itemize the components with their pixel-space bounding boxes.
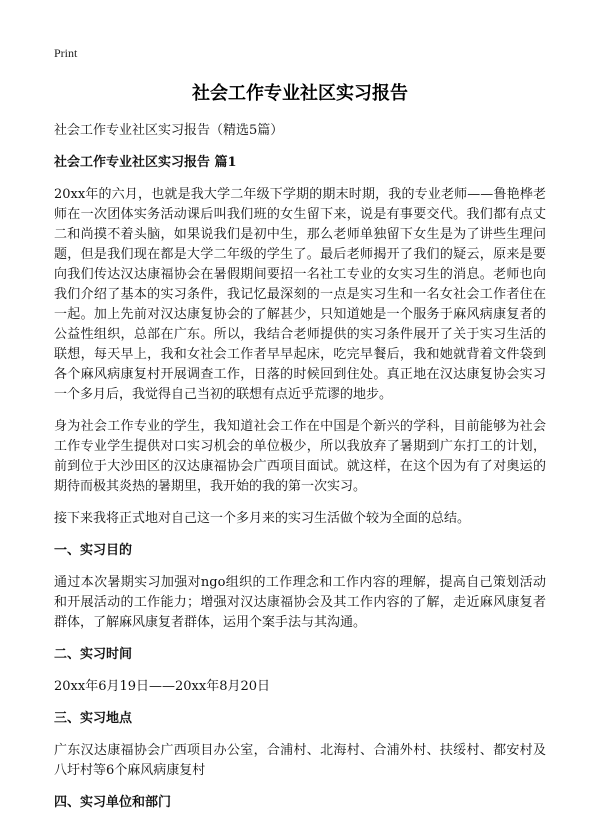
intro-paragraph-2: 身为社会工作专业的学生，我知道社会工作在中国是个新兴的学科，目前能够为社会工作专业学生提供对口实习机会的单位极少，所以我放弃了暑期到广东打工的计划，前到位于大沙田区的汉达康福协会广西项目面试。就这样，在这个因为有了对奥运的期待而极其炎热的暑期里，我开始的我的第一次实习。 — [54, 419, 546, 494]
intro-paragraph-3: 接下来我将正式地对自己这一个多月来的实习生活做个较为全面的总结。 — [54, 511, 471, 526]
section-heading-unit: 四、实习单位和部门 — [54, 795, 172, 810]
section-text-location: 广东汉达康福协会广西项目办公室，合浦村、北海村、合浦外村、扶绥村、都安村及八圩村等6个麻风病康复村 — [54, 743, 546, 778]
document-subtitle: 社会工作专业社区实习报告（精选5篇） — [54, 123, 284, 138]
section-heading-time: 二、实习时间 — [54, 647, 133, 662]
page-title: 社会工作专业社区实习报告 — [192, 83, 408, 104]
intro-paragraph-1: 20xx年的六月，也就是我大学二年级下学期的期末时期，我的专业老师——鲁艳桦老师在一次团体实务活动课后叫我们班的女生留下来，说是有事要交代。我们都有点丈二和尚摸不着头脑，如果说我们是初中生，那么老师单独留下女生是为了讲些生理问题，但是我们现在都是大学二年级的学生了。最后老师揭开了我们的疑云，原来是要向我们传达汉达康福协会在暑假期间要招一名社工专业的女实习生的消息。老师也向我们介绍了基本的实习条件，我记忆最深刻的一点是实习生和一名女社会工作者住在一起。加上先前对汉达康复协会的了解甚少，只知道她是一个服务于麻风病康复者的公益性组织，总部在广东。所以，我结合老师提供的实习条件展开了关于实习生活的联想，每天早上，我和女社会工作者早早起床，吃完早餐后，我和她就背着文件袋到各个麻风病康复村开展调查工作，日落的时候回到住处。真正地在汉达康复协会实习一个多月后，我觉得自己当初的联想有点近乎荒谬的地步。 — [54, 187, 546, 402]
section-text-time: 20xx年6月19日——20xx年8月20日 — [54, 679, 271, 694]
section-heading-location: 三、实习地点 — [54, 711, 133, 726]
section-heading-purpose: 一、实习目的 — [54, 543, 133, 558]
section-text-purpose: 通过本次暑期实习加强对ngo组织的工作理念和工作内容的理解，提高自己策划活动和开展活动的工作能力；增强对汉达康福协会及其工作内容的了解，走近麻风康复者群体，了解麻风康复者群体，运用个案手法与其沟通。 — [54, 575, 546, 630]
print-link[interactable]: Print — [54, 46, 78, 60]
article-heading: 社会工作专业社区实习报告 篇1 — [54, 155, 237, 170]
